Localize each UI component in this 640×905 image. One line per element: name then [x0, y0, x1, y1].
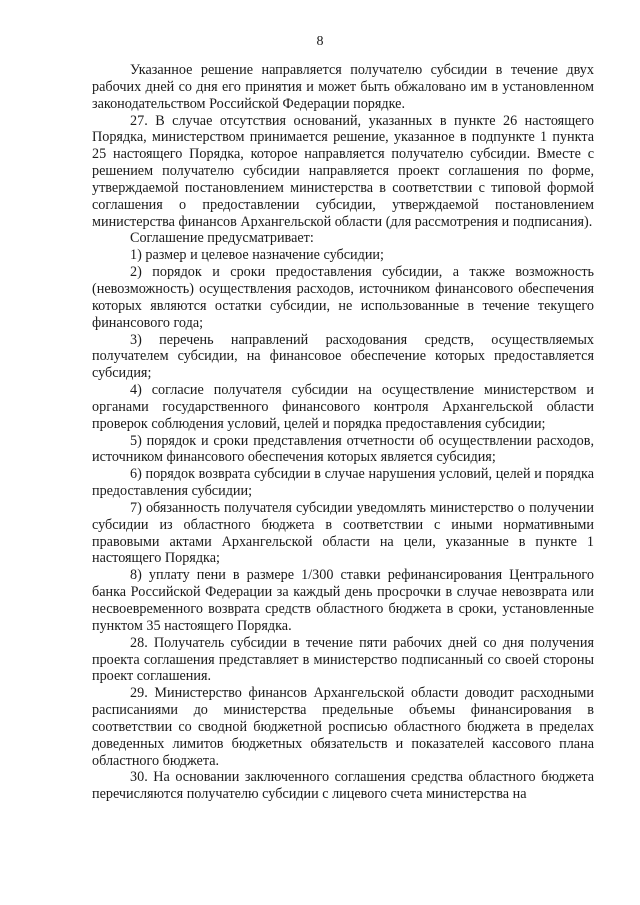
list-item-6: 6) порядок возврата субсидии в случае нарушения условий, целей и порядка предоставления субсидии; — [92, 466, 594, 500]
paragraph-30: 30. На основании заключенного соглашения средства областного бюджета перечисляются получателю субсидии с лицевого счета министерства на — [92, 769, 594, 803]
paragraph-27: 27. В случае отсутствия оснований, указанных в пункте 26 настоящего Порядка, министерством принимается решение, указанное в подпункте 1 пункта 25 настоящего Порядка, которое направляется получателю субсидии. Вместе с решением получателю субсидии направляется проект соглашения по форме, утверждаемой постановлением министерства в соответствии с типовой формой соглашения о предоставлении субсидии, утверждаемой постановлением министерства финансов Архангельской области (для рассмотрения и подписания). — [92, 112, 594, 230]
list-item-4: 4) согласие получателя субсидии на осуществление министерством и органами государственного финансового контроля Архангельской области проверок соблюдения условий, целей и порядка предоставления субсидии; — [92, 382, 594, 432]
paragraph-29: 29. Министерство финансов Архангельской области доводит расходными расписаниями до министерства предельные объемы финансирования в соответствии со сводной бюджетной росписью областного бюджета в пределах доведенных лимитов бюджетных обязательств и показателей кассового плана областного бюджета. — [92, 685, 594, 769]
list-item-1: 1) размер и целевое назначение субсидии; — [130, 247, 384, 264]
list-item-8: 8) уплату пени в размере 1/300 ставки рефинансирования Центрального банка Российской Федерации за каждый день просрочки в случае невозврата или несвоевременного возврата средств областного бюджета в сроки, установленные пунктом 35 настоящего Порядка. — [92, 567, 594, 634]
paragraph-decision-notice: Указанное решение направляется получателю субсидии в течение двух рабочих дней со дня его принятия и может быть обжаловано им в установленном законодательством Российской Федерации порядке. — [92, 62, 594, 112]
paragraph-agreement-provides: Соглашение предусматривает: — [130, 230, 314, 247]
page-number: 8 — [316, 34, 324, 49]
paragraph-28: 28. Получатель субсидии в течение пяти рабочих дней со дня получения проекта соглашения представляет в министерство подписанный со своей стороны проект соглашения. — [92, 634, 594, 685]
list-item-2: 2) порядок и сроки предоставления субсидии, а также возможность (невозможность) осуществления расходов, источником финансового обеспечения которых являются остатки субсидии, не использованные в течение текущего финансового года; — [92, 264, 594, 331]
document-body — [92, 62, 594, 803]
list-item-5: 5) порядок и сроки представления отчетности об осуществлении расходов, источником финансового обеспечения которых является субсидия; — [92, 432, 594, 466]
list-item-3: 3) перечень направлений расходования средств, осуществляемых получателем субсидии, на финансовое обеспечение которых предоставляется субсидия; — [92, 331, 594, 382]
list-item-7: 7) обязанность получателя субсидии уведомлять министерство о получении субсидии из областного бюджета в соответствии с иными нормативными правовыми актами Архангельской области на цели, указанные в пункте 1 настоящего Порядка; — [92, 499, 594, 567]
